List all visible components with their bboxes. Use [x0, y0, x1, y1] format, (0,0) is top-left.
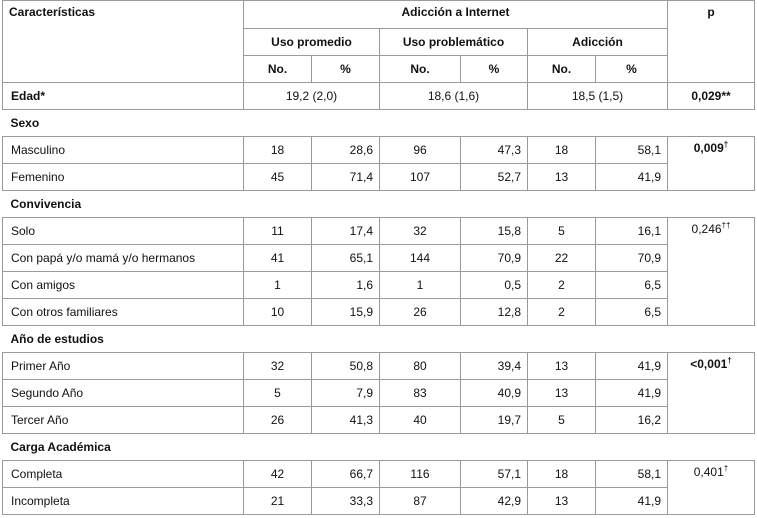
- uso-promedio-header: Uso promedio: [244, 29, 380, 56]
- table-row: [3, 218, 755, 245]
- table-row: [3, 164, 755, 191]
- count-cell: 5: [528, 407, 596, 434]
- percent-cell: 7,9: [312, 380, 380, 407]
- p-value-cell: [668, 461, 755, 515]
- table-row: [3, 407, 755, 434]
- percent-cell: 15,9: [312, 299, 380, 326]
- header-row-1: [3, 1, 755, 29]
- count-cell: 18: [244, 137, 312, 164]
- table-row: [3, 299, 755, 326]
- percent-cell: 50,8: [312, 353, 380, 380]
- p-value: 0,009: [693, 141, 724, 155]
- count-cell: 83: [380, 380, 461, 407]
- percent-cell: 39,4: [461, 353, 528, 380]
- row-label: Con otros familiares: [3, 299, 244, 326]
- count-cell: 26: [244, 407, 312, 434]
- count-cell: 18: [528, 461, 596, 488]
- no-header: No.: [244, 56, 312, 83]
- count-cell: 80: [380, 353, 461, 380]
- edad-uso-problematico: 18,6 (1,6): [380, 83, 528, 110]
- row-label: Solo: [3, 218, 244, 245]
- percent-cell: 33,3: [312, 488, 380, 515]
- percent-cell: 41,9: [596, 380, 668, 407]
- characteristics-table: [2, 0, 755, 515]
- count-cell: 22: [528, 245, 596, 272]
- no-header: No.: [380, 56, 461, 83]
- row-label: Incompleta: [3, 488, 244, 515]
- percent-cell: 58,1: [596, 137, 668, 164]
- p-value-marker: †: [723, 464, 729, 473]
- p-value-marker: †: [723, 140, 729, 149]
- count-cell: 2: [528, 272, 596, 299]
- p-header: p: [668, 1, 755, 83]
- percent-cell: 66,7: [312, 461, 380, 488]
- row-label: Segundo Año: [3, 380, 244, 407]
- count-cell: 13: [528, 164, 596, 191]
- count-cell: 11: [244, 218, 312, 245]
- row-label: Con amigos: [3, 272, 244, 299]
- row-label: Masculino: [3, 137, 244, 164]
- count-cell: 21: [244, 488, 312, 515]
- percent-cell: 12,8: [461, 299, 528, 326]
- table-row: [3, 137, 755, 164]
- percent-cell: 6,5: [596, 299, 668, 326]
- percent-cell: 42,9: [461, 488, 528, 515]
- uso-problematico-header: Uso problemático: [380, 29, 528, 56]
- pct-header: %: [312, 56, 380, 83]
- percent-cell: 41,9: [596, 164, 668, 191]
- count-cell: 13: [528, 380, 596, 407]
- percent-cell: 58,1: [596, 461, 668, 488]
- count-cell: 96: [380, 137, 461, 164]
- count-cell: 13: [528, 353, 596, 380]
- section-title: Sexo: [3, 110, 755, 137]
- section-header-row: [3, 110, 755, 137]
- section-header-row: [3, 326, 755, 353]
- count-cell: 2: [528, 299, 596, 326]
- adiccion-header: Adicción: [528, 29, 668, 56]
- pct-header: %: [596, 56, 668, 83]
- edad-p-value: 0,029**: [668, 83, 755, 110]
- count-cell: 42: [244, 461, 312, 488]
- count-cell: 26: [380, 299, 461, 326]
- count-cell: 1: [380, 272, 461, 299]
- percent-cell: 41,9: [596, 488, 668, 515]
- p-value-marker: †: [727, 356, 732, 365]
- p-value: 0,246: [691, 222, 722, 236]
- characteristics-header: Características: [3, 1, 244, 83]
- section-header-row: [3, 191, 755, 218]
- percent-cell: 40,9: [461, 380, 528, 407]
- count-cell: 18: [528, 137, 596, 164]
- percent-cell: 1,6: [312, 272, 380, 299]
- section-title: Convivencia: [3, 191, 755, 218]
- percent-cell: 19,7: [461, 407, 528, 434]
- percent-cell: 0,5: [461, 272, 528, 299]
- count-cell: 107: [380, 164, 461, 191]
- table-row: [3, 353, 755, 380]
- count-cell: 1: [244, 272, 312, 299]
- edad-row: [3, 83, 755, 110]
- edad-adiccion: 18,5 (1,5): [528, 83, 668, 110]
- table-row: [3, 380, 755, 407]
- count-cell: 40: [380, 407, 461, 434]
- section-title: Carga Académica: [3, 434, 755, 461]
- count-cell: 5: [528, 218, 596, 245]
- percent-cell: 47,3: [461, 137, 528, 164]
- count-cell: 45: [244, 164, 312, 191]
- edad-label: Edad*: [3, 83, 244, 110]
- percent-cell: 17,4: [312, 218, 380, 245]
- percent-cell: 16,1: [596, 218, 668, 245]
- p-value: 0,401: [693, 465, 724, 479]
- count-cell: 32: [380, 218, 461, 245]
- table-row: [3, 488, 755, 515]
- count-cell: 13: [528, 488, 596, 515]
- count-cell: 32: [244, 353, 312, 380]
- row-label: Primer Año: [3, 353, 244, 380]
- percent-cell: 70,9: [596, 245, 668, 272]
- row-label: Completa: [3, 461, 244, 488]
- percent-cell: 41,9: [596, 353, 668, 380]
- percent-cell: 70,9: [461, 245, 528, 272]
- count-cell: 116: [380, 461, 461, 488]
- count-cell: 41: [244, 245, 312, 272]
- percent-cell: 15,8: [461, 218, 528, 245]
- count-cell: 10: [244, 299, 312, 326]
- no-header: No.: [528, 56, 596, 83]
- p-value-cell: [668, 137, 755, 191]
- table-row: [3, 272, 755, 299]
- percent-cell: 57,1: [461, 461, 528, 488]
- percent-cell: 52,7: [461, 164, 528, 191]
- count-cell: 144: [380, 245, 461, 272]
- internet-addiction-header: Adicción a Internet: [244, 1, 668, 29]
- section-header-row: [3, 434, 755, 461]
- percent-cell: 65,1: [312, 245, 380, 272]
- table-body: [3, 1, 755, 515]
- percent-cell: 28,6: [312, 137, 380, 164]
- percent-cell: 71,4: [312, 164, 380, 191]
- p-value-cell: [668, 218, 755, 326]
- table-row: [3, 461, 755, 488]
- p-value-marker: ††: [721, 221, 731, 230]
- percent-cell: 6,5: [596, 272, 668, 299]
- p-value: <0,001: [690, 357, 728, 371]
- row-label: Con papá y/o mamá y/o hermanos: [3, 245, 244, 272]
- count-cell: 87: [380, 488, 461, 515]
- percent-cell: 16,2: [596, 407, 668, 434]
- percent-cell: 41,3: [312, 407, 380, 434]
- p-value-cell: [668, 353, 755, 434]
- row-label: Tercer Año: [3, 407, 244, 434]
- section-title: Año de estudios: [3, 326, 755, 353]
- row-label: Femenino: [3, 164, 244, 191]
- count-cell: 5: [244, 380, 312, 407]
- pct-header: %: [461, 56, 528, 83]
- edad-uso-promedio: 19,2 (2,0): [244, 83, 380, 110]
- table-row: [3, 245, 755, 272]
